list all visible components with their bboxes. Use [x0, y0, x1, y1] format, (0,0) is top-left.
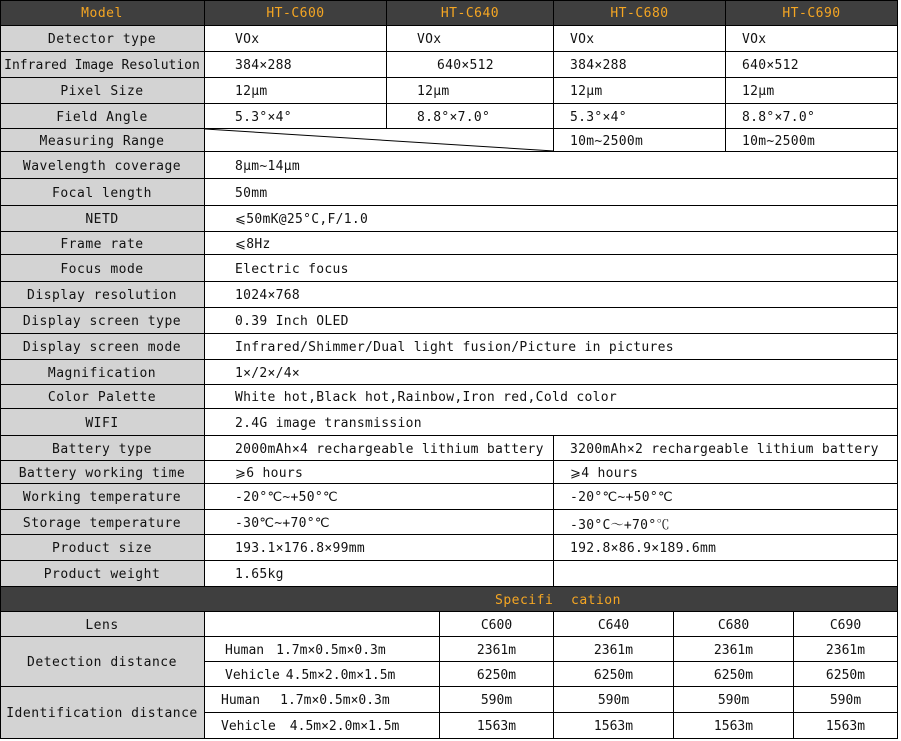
- detection-vehicle-c690: 6250m: [794, 662, 898, 687]
- value-c680: VOx: [554, 26, 726, 52]
- label-battery-type: Battery type: [0, 436, 205, 461]
- value-left: -20°℃~+50°℃: [205, 484, 554, 510]
- identification-vehicle-c600: 1563m: [440, 713, 554, 739]
- label-display-screen-mode: Display screen mode: [0, 334, 205, 360]
- label-measuring-range: Measuring Range: [0, 129, 205, 152]
- value-c600: VOx: [205, 26, 387, 52]
- detection-human-c600: 2361m: [440, 637, 554, 662]
- label-detection-distance: Detection distance: [0, 637, 205, 687]
- lens-c690: C690: [794, 612, 898, 637]
- spec-right-text: cation: [571, 592, 621, 608]
- value-magnification: 1×/2×/4×: [205, 360, 898, 385]
- label-magnification: Magnification: [0, 360, 205, 385]
- value-c680: 384×288: [554, 52, 726, 78]
- value-wifi: 2.4G image transmission: [205, 409, 898, 436]
- value-c600: 12μm: [205, 78, 387, 104]
- lens-empty: [205, 612, 440, 637]
- target-dims: 4.5m×2.0m×1.5m: [289, 719, 400, 734]
- value-color-palette: White hot,Black hot,Rainbow,Iron red,Cold color: [205, 385, 898, 409]
- value-left: 2000mAh×4 rechargeable lithium battery: [205, 436, 554, 461]
- label-display-resolution: Display resolution: [0, 282, 205, 308]
- value-right: 3200mAh×2 rechargeable lithium battery: [554, 436, 898, 461]
- target-dims: 1.7m×0.5m×0.3m: [280, 693, 390, 708]
- detection-vehicle-c680: 6250m: [674, 662, 794, 687]
- label-product-weight: Product weight: [0, 561, 205, 587]
- value-display-resolution: 1024×768: [205, 282, 898, 308]
- identification-human-c600: 590m: [440, 687, 554, 713]
- value-c690: VOx: [726, 26, 898, 52]
- target-dims: 4.5m×2.0m×1.5m: [285, 667, 396, 683]
- value-c600: 384×288: [205, 52, 387, 78]
- lens-c680: C680: [674, 612, 794, 637]
- value-c690: 10m~2500m: [726, 129, 898, 152]
- value-c640: 12μm: [387, 78, 554, 104]
- header-c680: HT-C680: [554, 0, 726, 26]
- value-c690: 8.8°×7.0°: [726, 104, 898, 129]
- identification-human-c690: 590m: [794, 687, 898, 713]
- header-c690: HT-C690: [726, 0, 898, 26]
- label-product-size: Product size: [0, 535, 205, 561]
- value-c600: 5.3°×4°: [205, 104, 387, 129]
- value-left: -30℃~+70°℃: [205, 510, 554, 535]
- value-c640: 8.8°×7.0°: [387, 104, 554, 129]
- value-right: 192.8×86.9×189.6mm: [554, 535, 898, 561]
- label-storage-temperature: Storage temperature: [0, 510, 205, 535]
- detection-human-c690: 2361m: [794, 637, 898, 662]
- label-pixel-size: Pixel Size: [0, 78, 205, 104]
- identification-vehicle-c680: 1563m: [674, 713, 794, 739]
- value-left: 193.1×176.8×99mm: [205, 535, 554, 561]
- value-c680: 12μm: [554, 78, 726, 104]
- value-display-screen-mode: Infrared/Shimmer/Dual light fusion/Picture in pictures: [205, 334, 898, 360]
- header-c640: HT-C640: [387, 0, 554, 26]
- value-right: -30°C～+70°℃: [554, 510, 898, 535]
- value-c640: 640×512: [387, 52, 554, 78]
- label-wifi: WIFI: [0, 409, 205, 436]
- identification-human-target: [205, 687, 440, 713]
- spec-header: [0, 587, 898, 612]
- lens-c640: C640: [554, 612, 674, 637]
- header-c600: HT-C600: [205, 0, 387, 26]
- value-netd: ⩽50mK@25°C,F/1.0: [205, 206, 898, 232]
- target-name: Vehicle: [221, 719, 276, 734]
- label-frame-rate: Frame rate: [0, 232, 205, 255]
- value-c680: 10m~2500m: [554, 129, 726, 152]
- detection-human-c680: 2361m: [674, 637, 794, 662]
- identification-human-c680: 590m: [674, 687, 794, 713]
- label-ir-resolution: Infrared Image Resolution: [0, 52, 205, 78]
- value-c690: 640×512: [726, 52, 898, 78]
- detection-vehicle-c640: 6250m: [554, 662, 674, 687]
- value-right: [554, 561, 898, 587]
- value-right: ⩾4 hours: [554, 461, 898, 484]
- target-name: Human: [225, 642, 265, 658]
- header-model: Model: [0, 0, 205, 26]
- value-wavelength: 8μm~14μm: [205, 152, 898, 179]
- label-identification-distance: Identification distance: [0, 687, 205, 739]
- value-left: 1.65kg: [205, 561, 554, 587]
- label-wavelength: Wavelength coverage: [0, 152, 205, 179]
- value-c690: 12μm: [726, 78, 898, 104]
- value-left: ⩾6 hours: [205, 461, 554, 484]
- label-detector-type: Detector type: [0, 26, 205, 52]
- label-display-screen-type: Display screen type: [0, 308, 205, 334]
- label-netd: NETD: [0, 206, 205, 232]
- label-focal-length: Focal length: [0, 179, 205, 206]
- value-c640: VOx: [387, 26, 554, 52]
- detection-human-c640: 2361m: [554, 637, 674, 662]
- label-field-angle: Field Angle: [0, 104, 205, 129]
- spec-left-text: Specifi: [495, 592, 554, 608]
- value-focal-length: 50mm: [205, 179, 898, 206]
- detection-vehicle-c600: 6250m: [440, 662, 554, 687]
- value-display-screen-type: 0.39 Inch OLED: [205, 308, 898, 334]
- value-frame-rate: ⩽8Hz: [205, 232, 898, 255]
- identification-human-c640: 590m: [554, 687, 674, 713]
- target-dims: 1.7m×0.5m×0.3m: [276, 642, 386, 658]
- value-right: -20°℃~+50°℃: [554, 484, 898, 510]
- label-working-temperature: Working temperature: [0, 484, 205, 510]
- value-c680: 5.3°×4°: [554, 104, 726, 129]
- identification-vehicle-c690: 1563m: [794, 713, 898, 739]
- detection-vehicle-target: [205, 662, 440, 687]
- label-lens: Lens: [0, 612, 205, 637]
- label-focus-mode: Focus mode: [0, 255, 205, 282]
- detection-human-target: [205, 637, 440, 662]
- target-name: Vehicle: [225, 667, 280, 683]
- diagonal-line: [205, 129, 554, 152]
- identification-vehicle-c640: 1563m: [554, 713, 674, 739]
- label-color-palette: Color Palette: [0, 385, 205, 409]
- target-name: Human: [221, 693, 261, 708]
- identification-vehicle-target: [205, 713, 440, 739]
- label-battery-working-time: Battery working time: [0, 461, 205, 484]
- value-focus-mode: Electric focus: [205, 255, 898, 282]
- lens-c600: C600: [440, 612, 554, 637]
